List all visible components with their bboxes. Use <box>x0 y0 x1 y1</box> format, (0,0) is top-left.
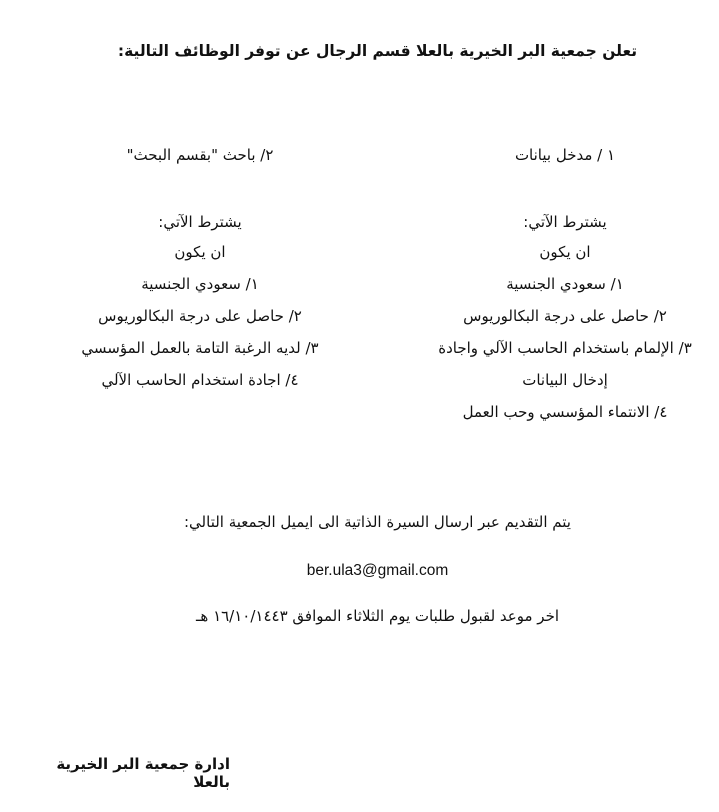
requirement-line: ١/ سعودي الجنسية <box>141 275 259 293</box>
requirements-label: يشترط الآتي: <box>523 213 607 231</box>
requirement-line: ان يكون <box>174 243 226 261</box>
requirement-line: ان يكون <box>539 243 591 261</box>
job-column-data-entry <box>400 142 719 428</box>
requirement-line: إدخال البيانات <box>522 371 608 389</box>
job-title-researcher: ٢/ باحث "بقسم البحث" <box>126 146 274 164</box>
requirement-line: ٢/ حاصل على درجة البكالوريوس <box>463 307 667 325</box>
application-deadline: اخر موعد لقبول طلبات يوم الثلاثاء الموافق ١٦/١٠/١٤٤٣ هـ <box>195 607 560 625</box>
job-title-data-entry: ١ / مدخل بيانات <box>514 146 616 164</box>
requirement-line: ٢/ حاصل على درجة البكالوريوس <box>98 307 302 325</box>
requirement-line: ٤/ الانتماء المؤسسي وحب العمل <box>462 403 668 421</box>
apply-instructions: يتم التقديم عبر ارسال السيرة الذاتية الى ايميل الجمعية التالي: <box>184 513 571 531</box>
signature: ادارة جمعية البر الخيرية بالعلا <box>56 755 230 791</box>
announcement-headline: تعلن جمعية البر الخيرية بالعلا قسم الرجال عن توفر الوظائف التالية: <box>117 42 638 60</box>
requirement-line: ١/ سعودي الجنسية <box>506 275 624 293</box>
requirement-line: ٣/ الإلمام باستخدام الحاسب الآلي واجادة <box>438 339 692 357</box>
contact-email: ber.ula3@gmail.com <box>306 562 449 579</box>
job-column-researcher <box>45 142 355 396</box>
requirements-label: يشترط الآتي: <box>158 213 242 231</box>
requirement-line: ٣/ لديه الرغبة التامة بالعمل المؤسسي <box>81 339 319 357</box>
requirement-line: ٤/ اجادة استخدام الحاسب الآلي <box>101 371 299 389</box>
